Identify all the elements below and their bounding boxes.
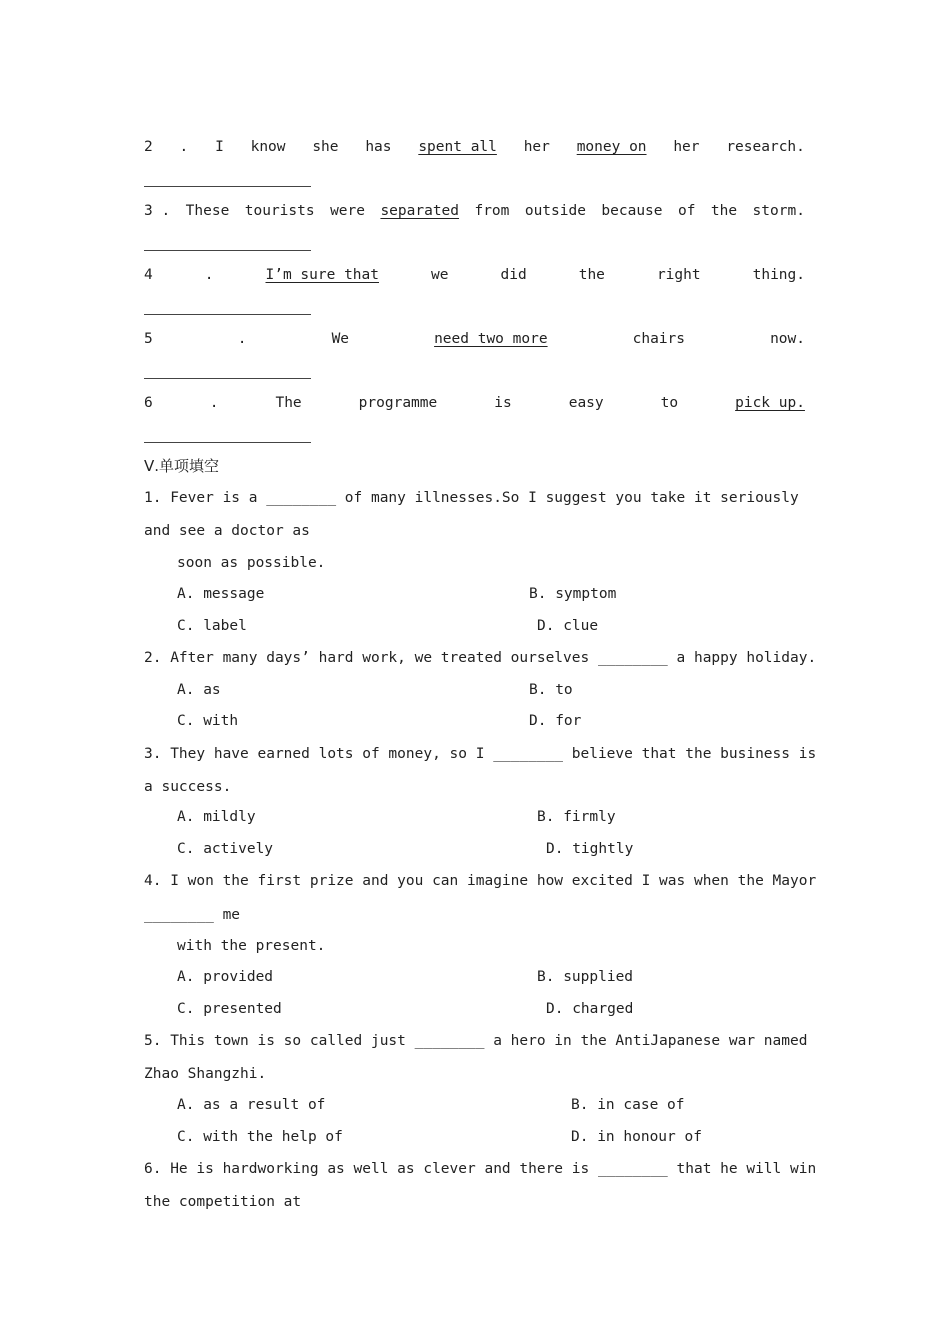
option-d[interactable]: D. charged — [546, 1001, 634, 1017]
question-5-text: Zhao Shangzhi. — [144, 1066, 267, 1082]
sentence-5 — [144, 329, 805, 349]
word: has — [365, 139, 392, 155]
word: We — [331, 331, 350, 347]
word: to — [660, 395, 679, 411]
option-a[interactable]: A. message — [177, 586, 265, 602]
sentence-6 — [144, 393, 805, 413]
option-d[interactable]: D. for — [529, 713, 582, 729]
option-d[interactable]: D. tightly — [546, 841, 634, 857]
question-4-text: with the present. — [177, 938, 326, 954]
option-c[interactable]: C. presented — [177, 1001, 282, 1017]
sentence-2 — [144, 137, 805, 157]
option-b[interactable]: B. symptom — [529, 586, 617, 602]
underlined-phrase: need two more — [434, 331, 548, 347]
sentence-3 — [144, 201, 805, 221]
option-b[interactable]: B. to — [529, 682, 573, 698]
word: programme — [358, 395, 438, 411]
option-a[interactable]: A. provided — [177, 969, 274, 985]
question-6-text: 6. He is hardworking as well as clever and there is ________ that he will win — [144, 1161, 817, 1177]
word: of — [677, 203, 696, 219]
answer-blank[interactable] — [144, 186, 311, 187]
answer-blank[interactable] — [144, 378, 311, 379]
option-a[interactable]: A. as — [177, 682, 221, 698]
option-a[interactable]: A. mildly — [177, 809, 256, 825]
underlined-phrase: separated — [380, 203, 460, 219]
word: . — [237, 331, 247, 347]
sentence-4 — [144, 265, 805, 285]
section-heading: Ⅴ.单项填空 — [144, 457, 220, 475]
word: from — [474, 203, 510, 219]
option-b[interactable]: B. in case of — [571, 1097, 685, 1113]
word: These — [185, 203, 230, 219]
answer-blank[interactable] — [144, 442, 311, 443]
option-c[interactable]: C. with the help of — [177, 1129, 343, 1145]
word: we — [431, 267, 449, 283]
word: did — [500, 267, 527, 283]
word: her — [523, 139, 550, 155]
option-c[interactable]: C. label — [177, 618, 247, 634]
word: The — [275, 395, 302, 411]
word: storm. — [752, 203, 805, 219]
word: . — [209, 395, 219, 411]
word: 3 . — [144, 203, 171, 219]
question-4-text: 4. I won the first prize and you can imagine how excited I was when the Mayor — [144, 873, 817, 889]
option-c[interactable]: C. with — [177, 713, 239, 729]
word: easy — [568, 395, 604, 411]
word: the — [710, 203, 738, 219]
word: outside — [524, 203, 586, 219]
word: the — [578, 267, 605, 283]
underlined-phrase: pick up. — [735, 395, 805, 411]
word: her — [673, 139, 700, 155]
question-5-text: 5. This town is so called just ________ a hero in the AntiJapanese war named — [144, 1033, 808, 1049]
option-d[interactable]: D. in honour of — [571, 1129, 702, 1145]
word: 5 — [144, 331, 153, 347]
underlined-phrase: I’m sure that — [265, 267, 379, 283]
underlined-phrase: spent all — [418, 139, 497, 155]
underlined-phrase: money on — [576, 139, 647, 155]
word: 4 — [144, 267, 153, 283]
question-1-text: and see a doctor as — [144, 523, 310, 539]
word: thing. — [752, 267, 805, 283]
word: chairs — [632, 331, 686, 347]
option-b[interactable]: B. supplied — [537, 969, 634, 985]
word: know — [250, 139, 286, 155]
option-c[interactable]: C. actively — [177, 841, 274, 857]
option-d[interactable]: D. clue — [537, 618, 599, 634]
word: she — [312, 139, 339, 155]
word: now. — [770, 331, 805, 347]
word: because — [601, 203, 663, 219]
question-6-text: the competition at — [144, 1194, 302, 1210]
option-b[interactable]: B. firmly — [537, 809, 616, 825]
word: research. — [726, 139, 805, 155]
word: I — [215, 139, 224, 155]
question-2-text: 2. After many days’ hard work, we treated ourselves ________ a happy holiday. — [144, 650, 817, 666]
question-1-text: 1. Fever is a ________ of many illnesses.So I suggest you take it seriously — [144, 490, 799, 506]
word: were — [330, 203, 365, 219]
word: 6 — [144, 395, 153, 411]
word: right — [656, 267, 701, 283]
option-a[interactable]: A. as a result of — [177, 1097, 326, 1113]
question-1-text: soon as possible. — [177, 555, 326, 571]
word: is — [494, 395, 512, 411]
question-4-text: ________ me — [144, 907, 241, 923]
word: . — [204, 267, 214, 283]
answer-blank[interactable] — [144, 314, 311, 315]
word: 2 — [144, 139, 153, 155]
question-3-text: a success. — [144, 779, 232, 795]
question-3-text: 3. They have earned lots of money, so I ________ believe that the business is — [144, 746, 817, 762]
word: . — [179, 139, 189, 155]
answer-blank[interactable] — [144, 250, 311, 251]
word: tourists — [244, 203, 315, 219]
